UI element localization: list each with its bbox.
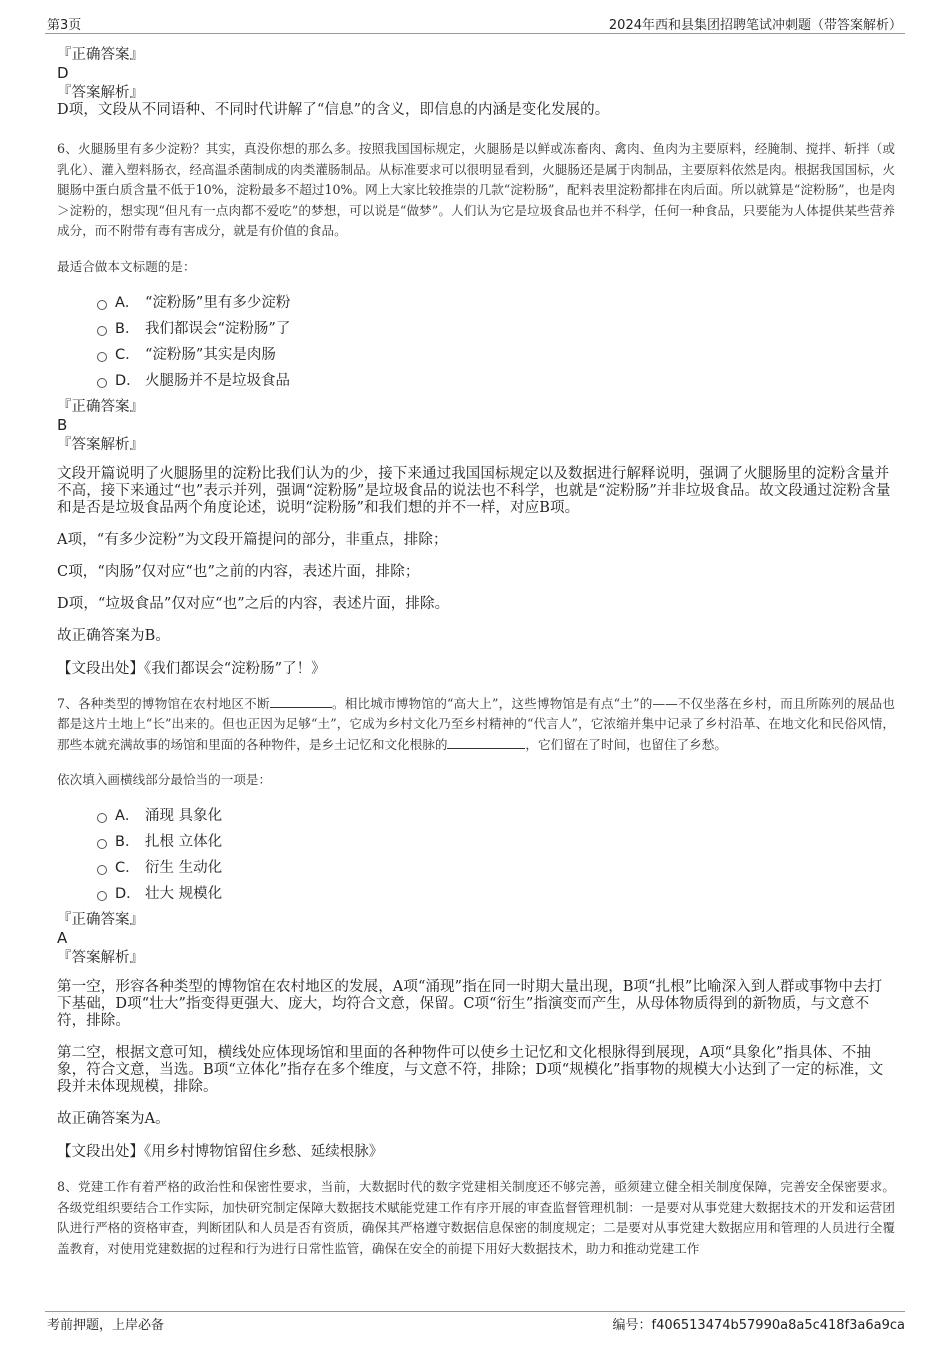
analysis-label: 『答案解析』 <box>57 85 144 101</box>
passage-source: 【文段出处】《我们都误会“淀粉肠”了！》 <box>57 660 326 677</box>
question-prompt: 依次填入画横线部分最恰当的一项是： <box>57 772 272 787</box>
document-id: 编号：f406513474b57990a8a5c418f3a6a9ca <box>612 1318 905 1333</box>
radio-icon[interactable] <box>97 813 107 823</box>
correct-answer-label: 『正确答案』 <box>57 912 144 928</box>
page-footer <box>0 1298 950 1345</box>
option-b[interactable]: B． 我们都误会“淀粉肠”了 <box>57 318 895 344</box>
option-d[interactable]: D． 壮大 规模化 <box>57 883 895 909</box>
option-a[interactable]: A． “淀粉肠”里有多少淀粉 <box>57 292 895 318</box>
document-title: 2024年西和县集团招聘笔试冲刺题（带答案解析） <box>608 18 902 33</box>
analysis-label: 『答案解析』 <box>57 436 144 453</box>
analysis-paragraph: 故正确答案为B。 <box>57 627 170 644</box>
fill-blank-2 <box>447 738 525 749</box>
analysis-paragraph: 文段开篇说明了火腿肠里的淀粉比我们认为的少，接下来通过我国国标规定以及数据进行解释说明，强调了火腿肠里的淀粉含量并不高，接下来通过“也”表示并列，强调“淀粉肠”是垃圾食品的说法也不科学，也就是“淀粉肠”并非垃圾食品。故文段通过淀粉含量和是否是垃圾食品两个角度论述，说明“淀粉肠”和我们想的并不一样，对应B项。 <box>57 465 891 516</box>
option-c[interactable]: C． 衍生 生动化 <box>57 857 895 883</box>
passage-source: 【文段出处】《用乡村博物馆留住乡愁、延续根脉》 <box>57 1144 384 1160</box>
analysis-paragraph: 第二空，根据文意可知，横线处应体现场馆和里面的各种物件可以使乡土记忆和文化根脉得到展现，A项“具象化”指具体、不抽象，符合文意，当选。B项“立体化”指存在多个维度，与文意不符，排除；D项“规模化”指事物的规模大小达到了一定的标准，文段并未体现规模，排除。 <box>57 1045 884 1095</box>
fill-blank-1 <box>270 697 332 708</box>
question-6 <box>57 139 895 678</box>
option-c[interactable]: C． “淀粉肠”其实是肉肠 <box>57 344 895 370</box>
correct-answer-value: A <box>57 929 68 947</box>
question-8 <box>57 1177 895 1259</box>
radio-icon[interactable] <box>97 891 107 901</box>
analysis-label: 『答案解析』 <box>57 950 144 966</box>
radio-icon[interactable] <box>97 326 107 336</box>
radio-icon[interactable] <box>97 378 107 388</box>
radio-icon[interactable] <box>97 352 107 362</box>
analysis-paragraph: D项，“垃圾食品”仅对应“也”之后的内容，表述片面，排除。 <box>57 595 450 612</box>
correct-answer-value: D <box>57 64 69 82</box>
question-7 <box>57 694 895 1162</box>
option-a[interactable]: A． 涌现 具象化 <box>57 805 895 831</box>
analysis-paragraph: A项，“有多少淀粉”为文段开篇提问的部分，非重点，排除； <box>57 531 448 548</box>
page-number: 第3页 <box>47 18 82 33</box>
option-d[interactable]: D． 火腿肠并不是垃圾食品 <box>57 370 895 396</box>
analysis-text: D项，文段从不同语种、不同时代讲解了“信息”的含义，即信息的内涵是变化发展的。 <box>57 102 610 118</box>
option-b[interactable]: B． 扎根 立体化 <box>57 831 895 857</box>
correct-answer-value: B <box>57 415 68 434</box>
radio-icon[interactable] <box>97 300 107 310</box>
document-body <box>57 46 895 1259</box>
question-passage: 8、党建工作有着严格的政治性和保密性要求，当前，大数据时代的数字党建相关制度还不够完善，亟须建立健全相关制度保障，完善安全保密要求。各级党组织要结合工作实际，加快研究制定保障大数据技术赋能党建工作有序开展的审查监督管理机制：一是要对从事党建大数据技术的开发和运营团队进行严格的资格审查，判断团队和人员是否有资质，确保其严格遵守数据信息保密的制度规定；二是要对从事党建大数据应用和管理的人员进行全覆盖教育，对使用党建数据的过程和行为进行日常性监管，确保在安全的前提下用好大数据技术，助力和推动党建工作 <box>57 1179 895 1256</box>
page-header <box>0 0 950 34</box>
footer-slogan: 考前押题，上岸必备 <box>47 1318 165 1333</box>
analysis-paragraph: C项，“肉肠”仅对应“也”之前的内容，表述片面，排除； <box>57 563 420 580</box>
correct-answer-label: 『正确答案』 <box>57 47 144 63</box>
option-list <box>57 292 895 396</box>
correct-answer-label: 『正确答案』 <box>57 398 144 415</box>
question-5-tail <box>57 46 895 119</box>
radio-icon[interactable] <box>97 839 107 849</box>
radio-icon[interactable] <box>97 865 107 875</box>
analysis-paragraph: 故正确答案为A。 <box>57 1111 170 1127</box>
analysis-paragraph: 第一空，形容各种类型的博物馆在农村地区的发展，A项“涌现”指在同一时期大量出现，B项“扎根”比喻深入到人群或事物中去打下基础，D项“壮大”指变得更强大、庞大，均符合文意，保留。C项“衍生”指演变而产生，从母体物质得到的新物质，与文意不符，排除。 <box>57 979 883 1029</box>
footer-divider <box>45 1311 905 1312</box>
question-passage: 6、火腿肠里有多少淀粉？其实，真没你想的那么多。按照我国国标规定，火腿肠是以鲜或冻畜肉、禽肉、鱼肉为主要原料，经腌制、搅拌、斩拌（或乳化）、灌入塑料肠衣，经高温杀菌制成的肉类灌肠制品。从标准要求可以很明显看到，火腿肠还是属于肉制品，主要原料依然是肉。根据我国国标，火腿肠中蛋白质含量不低于10%，淀粉最多不超过10%。网上大家比较推崇的几款“淀粉肠”，配料表里淀粉都排在肉后面。所以就算是“淀粉肠”，也是肉＞淀粉的，想实现“但凡有一点肉都不爱吃”的梦想，可以说是“做梦”。人们认为它是垃圾食品也并不科学，任何一种食品，只要能为人体提供某些营养成分，而不附带有毒有害成分，就是有价值的食品。 <box>57 141 895 238</box>
option-list <box>57 805 895 909</box>
question-prompt: 最适合做本文标题的是： <box>57 258 196 274</box>
header-divider <box>45 33 905 34</box>
question-passage: 7、各种类型的博物馆在农村地区不断 。相比城市博物馆的“高大上”，这些博物馆是有点“土”的——不仅坐落在乡村，而且所陈列的展品也都是这片土地上“长”出来的。但也正因为足够“土”，它成为乡村文化乃至乡村精神的“代言人”，它浓缩并集中记录了乡村沿革、在地文化和民俗风情，那些本就充满故事的场馆和里面的各种物件，是乡土记忆和文化根脉的 ，它们留在了时间，也留住了乡愁。 <box>57 695 895 752</box>
